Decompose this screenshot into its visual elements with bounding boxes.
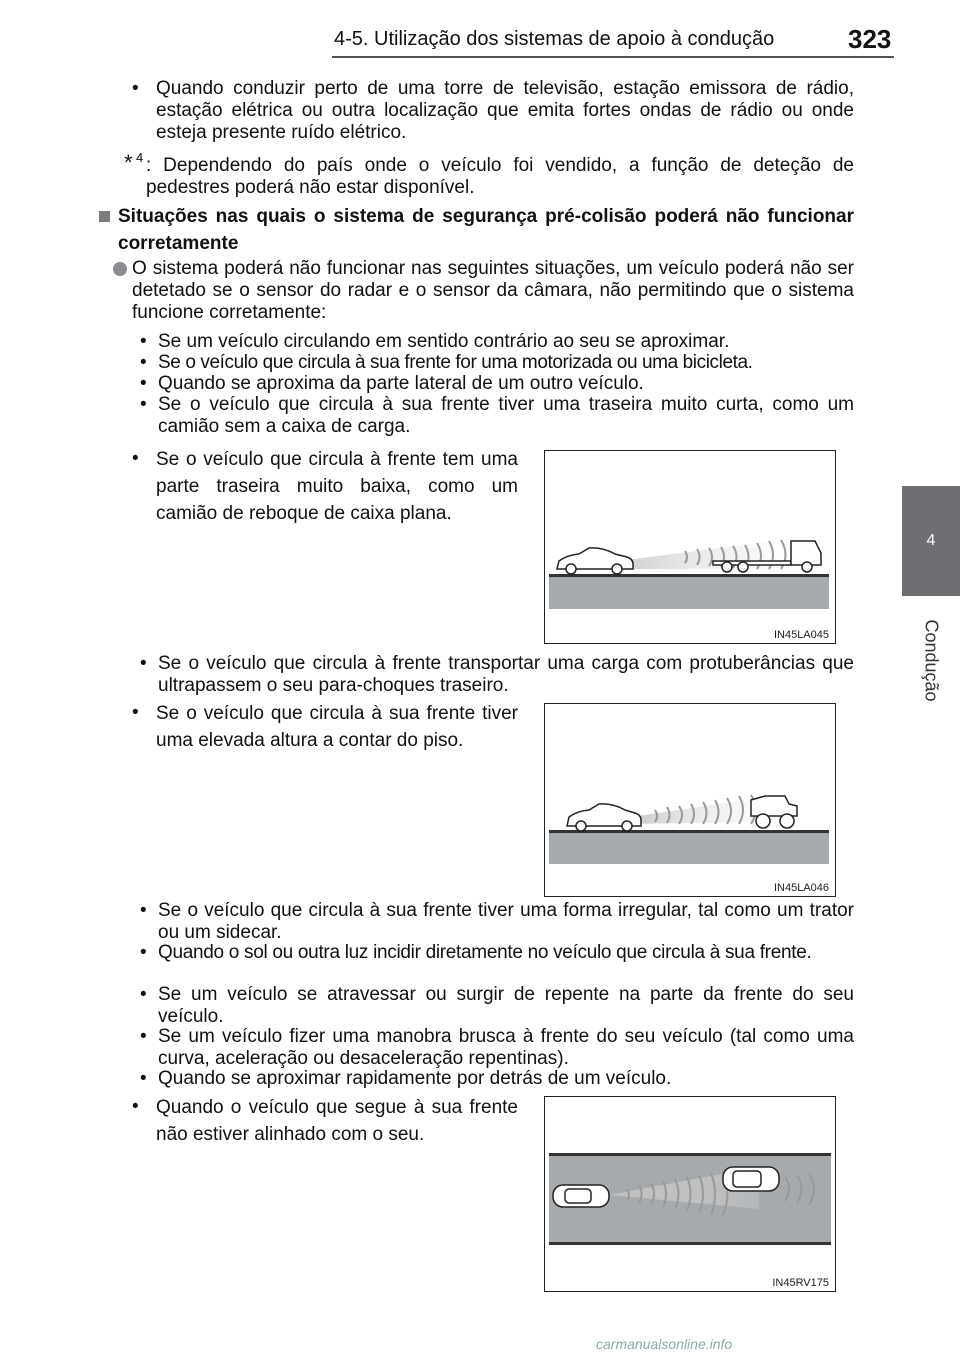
- bullet-dot: •: [140, 984, 147, 1005]
- chapter-label-text: Condução: [921, 618, 942, 702]
- bullet-dot: •: [140, 942, 147, 963]
- list-item: Quando se aproxima da parte lateral de um outro veículo.: [158, 373, 644, 394]
- list-item: Se o veículo que circula à sua frente tiver uma traseira muito curta, como um camião sem a caixa de carga.: [158, 394, 854, 437]
- bullet-dot: •: [140, 373, 147, 394]
- list-item: Se o veículo que circula à sua frente tiver uma elevada altura a contar do piso.: [156, 703, 518, 751]
- page-header-title: 4-5. Utilização dos sistemas de apoio à condução: [334, 28, 775, 50]
- list-item: Se o veículo que circula à sua frente for uma motorizada ou uma bicicleta.: [158, 352, 753, 373]
- circle-marker: [113, 262, 127, 281]
- watermark-text: carmanualsonline.info: [596, 1336, 733, 1352]
- chapter-label: [908, 600, 954, 720]
- bullet-dot: •: [140, 653, 147, 674]
- high-vehicle-scene-graphic: [545, 704, 835, 896]
- list-item: Se o veículo que circula à frente transportar uma carga com protuberâncias que ultrapassem o seu para-choques traseiro.: [158, 653, 854, 696]
- bullet-dot: •: [132, 702, 139, 723]
- list-item: Se um veículo circulando em sentido contrário ao seu se aproximar.: [158, 331, 730, 352]
- list-item: Se o veículo que circula à frente tem uma parte traseira muito baixa, como um camião de reboque de caixa plana.: [156, 449, 518, 524]
- footnote-marker: *: [124, 150, 133, 175]
- footnote-text: : Dependendo do país onde o veículo foi vendido, a função de deteção de pedestres poderá não estar disponível.: [146, 155, 854, 198]
- list-item: Se um veículo se atravessar ou surgir de repente na parte da frente do seu veículo.: [158, 984, 854, 1027]
- list-item: Quando o sol ou outra luz incidir diretamente no veículo que circula à sua frente.: [158, 942, 812, 963]
- section-intro: O sistema poderá não funcionar nas seguintes situações, um veículo poderá não ser detetado se o sensor do radar e o sensor da câmara, não permitindo que o sistema funcione corretamente:: [132, 258, 854, 323]
- bullet-dot: •: [132, 78, 139, 99]
- figure-code: IN45RV175: [772, 1277, 829, 1289]
- chapter-number: 4: [926, 532, 936, 549]
- bullet-dot: •: [140, 331, 147, 352]
- list-item: Se um veículo fizer uma manobra brusca à frente do seu veículo (tal como uma curva, aceleração ou desaceleração repentinas).: [158, 1026, 854, 1069]
- header-rule: [332, 56, 894, 58]
- page-number: 323: [848, 24, 892, 54]
- footnote-number: 4: [136, 150, 144, 165]
- intro-bullet: Quando conduzir perto de uma torre de televisão, estação emissora de rádio, estação elétrica ou outra localização que emita fortes ondas de rádio ou onde esteja presente ruído elétrico.: [156, 78, 854, 143]
- bullet-dot: •: [132, 1096, 139, 1117]
- chapter-tab: [902, 486, 960, 596]
- offset-vehicle-scene-graphic: [545, 1097, 835, 1291]
- list-item: Quando se aproximar rapidamente por detrás de um veículo.: [158, 1068, 672, 1089]
- bullet-dot: •: [140, 352, 147, 373]
- figure-code: IN45LA046: [773, 882, 829, 894]
- figure-code: IN45LA045: [773, 629, 829, 641]
- flatbed-scene-graphic: [545, 451, 835, 643]
- bullet-dot: •: [132, 448, 139, 469]
- list-item: Se o veículo que circula à sua frente tiver uma forma irregular, tal como um trator ou um sidecar.: [158, 900, 854, 943]
- bullet-dot: •: [140, 900, 147, 921]
- list-item: Quando o veículo que segue à sua frente não estiver alinhado com o seu.: [156, 1097, 518, 1145]
- figure-high-vehicle: [544, 703, 836, 897]
- bullet-dot: •: [140, 394, 147, 415]
- bullet-dot: •: [140, 1068, 147, 1089]
- figure-flatbed-tow-truck: [544, 450, 836, 644]
- figure-offset-vehicle: [544, 1096, 836, 1292]
- square-marker: [99, 209, 110, 227]
- bullet-dot: •: [140, 1026, 147, 1047]
- section-heading: Situações nas quais o sistema de segurança pré-colisão poderá não funcionar corretamente: [118, 206, 854, 254]
